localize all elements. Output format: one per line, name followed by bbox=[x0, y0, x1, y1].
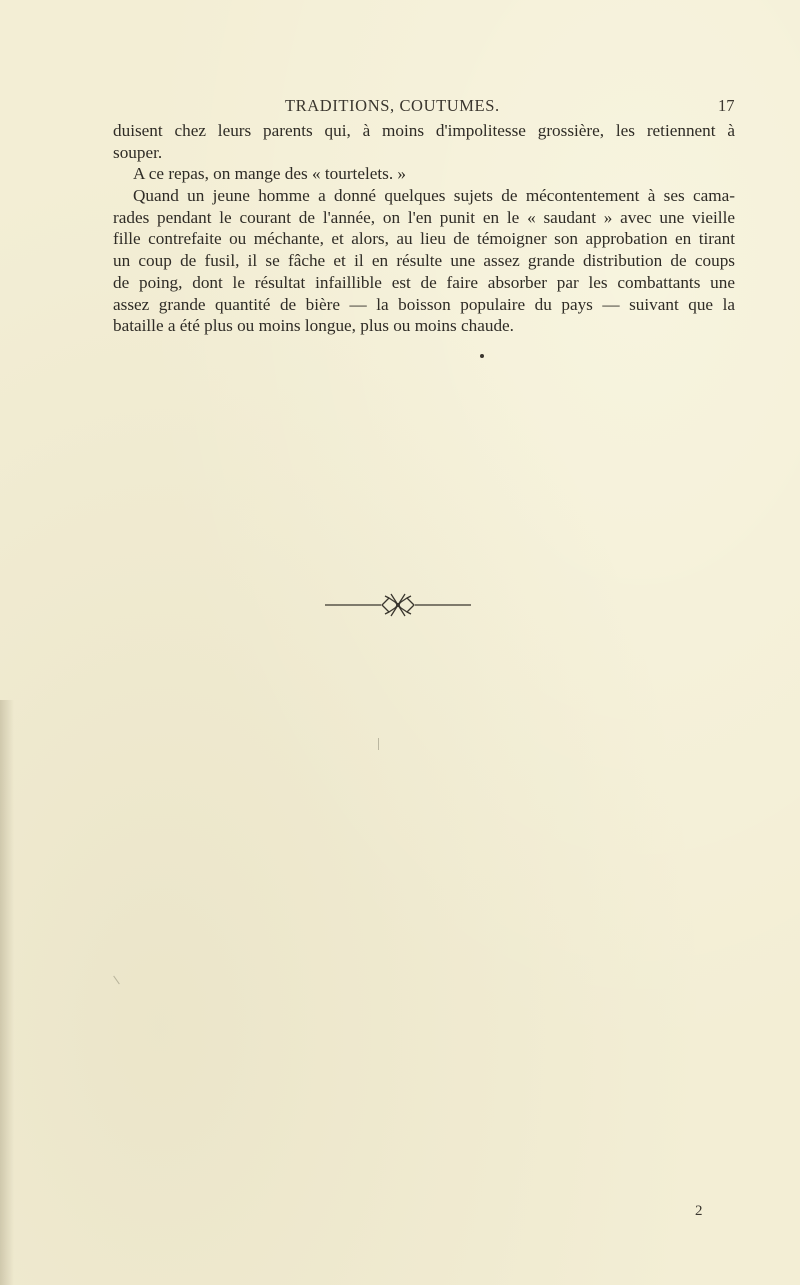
text-line: un coup de fusil, il se fâche et il en résulte une assez grande distribution de coups bbox=[113, 251, 735, 271]
page-edge-shadow bbox=[0, 700, 14, 1285]
text-line: bataille a été plus ou moins longue, plus ou moins chaude. bbox=[113, 316, 514, 336]
paper-blemish bbox=[113, 976, 120, 985]
text-line: fille contrefaite ou méchante, et alors, au lieu de témoigner son approbation en tirant bbox=[113, 229, 735, 249]
ink-dot bbox=[480, 354, 484, 358]
text-line: rades pendant le courant de l'année, on l'en punit en le « saudant » avec une vieille bbox=[113, 207, 735, 227]
text-line: A ce repas, on mange des « tourtelets. » bbox=[133, 164, 407, 184]
fleuron-ornament-icon bbox=[325, 590, 471, 620]
text-line: de poing, dont le résultat infaillible est de faire absorber par les combattants une bbox=[113, 272, 735, 292]
signature-mark: 2 bbox=[695, 1203, 703, 1219]
text-line: assez grande quantité de bière — la boisson populaire du pays — suivant que la bbox=[113, 294, 735, 314]
text-line: duisent chez leurs parents qui, à moins d'impolitesse grossière, les retiennent à bbox=[113, 121, 735, 140]
page-number: 17 bbox=[718, 96, 735, 115]
paper-blemish bbox=[378, 738, 379, 750]
running-head bbox=[0, 96, 800, 118]
text-line: Quand un jeune homme a donné quelques sujets de mécontentement à ses cama- bbox=[133, 186, 735, 206]
running-title: TRADITIONS, COUTUMES. bbox=[285, 96, 500, 115]
text-line: souper. bbox=[113, 142, 163, 162]
body-text bbox=[113, 120, 735, 337]
